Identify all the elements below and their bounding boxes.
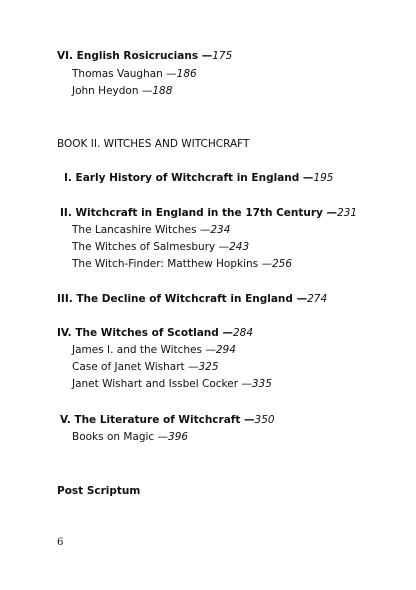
toc-entry-title: Post Scriptum [57,485,141,497]
toc-entry-ch4-wishart [72,360,219,374]
toc-entry-ch3 [57,292,327,306]
toc-entry-title: The Witch-Finder: Matthew Hopkins — [72,258,272,270]
toc-entry-ch5-books [72,430,188,444]
toc-entry-page-number: 294 [215,344,236,356]
toc-entry-page-number: 256 [271,258,293,270]
toc-entry-page-number: 186 [176,68,197,80]
toc-entry-ch6-vaughan [72,67,197,81]
toc-entry-ch2 [60,206,357,220]
toc-entry-title: Books on Magic — [72,431,169,443]
toc-entry-title: BOOK II. WITCHES AND WITCHCRAFT [57,138,250,150]
toc-entry-ch4 [57,326,253,340]
toc-entry-page-number: 335 [251,378,272,390]
toc-entry-ch2-hopkins [72,257,292,271]
toc-entry-ch4-james [72,343,236,357]
toc-entry-ch4-cocker [72,377,272,391]
toc-entry-postscript [57,484,140,498]
toc-entry-title: James I. and the Witches — [72,344,216,356]
toc-entry-title: John Heydon — [72,85,153,97]
toc-entry-page-number: 175 [212,50,233,62]
toc-entry-ch5 [60,413,275,427]
toc-entry-title: Janet Wishart and Issbel Cocker — [72,378,252,390]
toc-entry-title: The Witches of Salmesbury — [72,241,230,253]
page-number: 6 [57,537,64,548]
toc-entry-ch6-heydon [72,84,172,98]
toc-entry-page-number: 231 [337,207,358,219]
toc-entry-page-number: 284 [232,327,253,339]
toc-entry-ch6 [57,49,232,63]
toc-entry-title: The Lancashire Witches — [72,224,211,236]
toc-entry-ch1 [64,171,333,185]
toc-entry-page-number: 396 [168,431,189,443]
toc-entry-title: Case of Janet Wishart — [72,361,199,373]
toc-entry-title: I. Early History of Witchcraft in England — [64,172,314,184]
toc-entry-title: III. The Decline of Witchcraft in England — [57,293,308,305]
toc-entry-page-number: 243 [229,241,250,253]
toc-entry-title: Thomas Vaughan — [72,68,177,80]
toc-entry-book2 [57,137,249,151]
toc-entry-ch2-lancashire [72,223,230,237]
toc-entry-ch2-salmesbury [72,240,249,254]
toc-entry-page-number: 274 [307,293,328,305]
toc-entry-page-number: 350 [254,414,275,426]
toc-entry-page-number: 234 [210,224,231,236]
toc-entry-page-number: 195 [313,172,334,184]
toc-entry-page-number: 325 [198,361,219,373]
toc-entry-title: VI. English Rosicrucians — [57,50,213,62]
toc-entry-title: IV. The Witches of Scotland — [57,327,233,339]
toc-entry-title: V. The Literature of Witchcraft — [60,414,255,426]
toc-entry-page-number: 188 [152,85,173,97]
toc-entry-title: II. Witchcraft in England in the 17th Century — [60,207,338,219]
